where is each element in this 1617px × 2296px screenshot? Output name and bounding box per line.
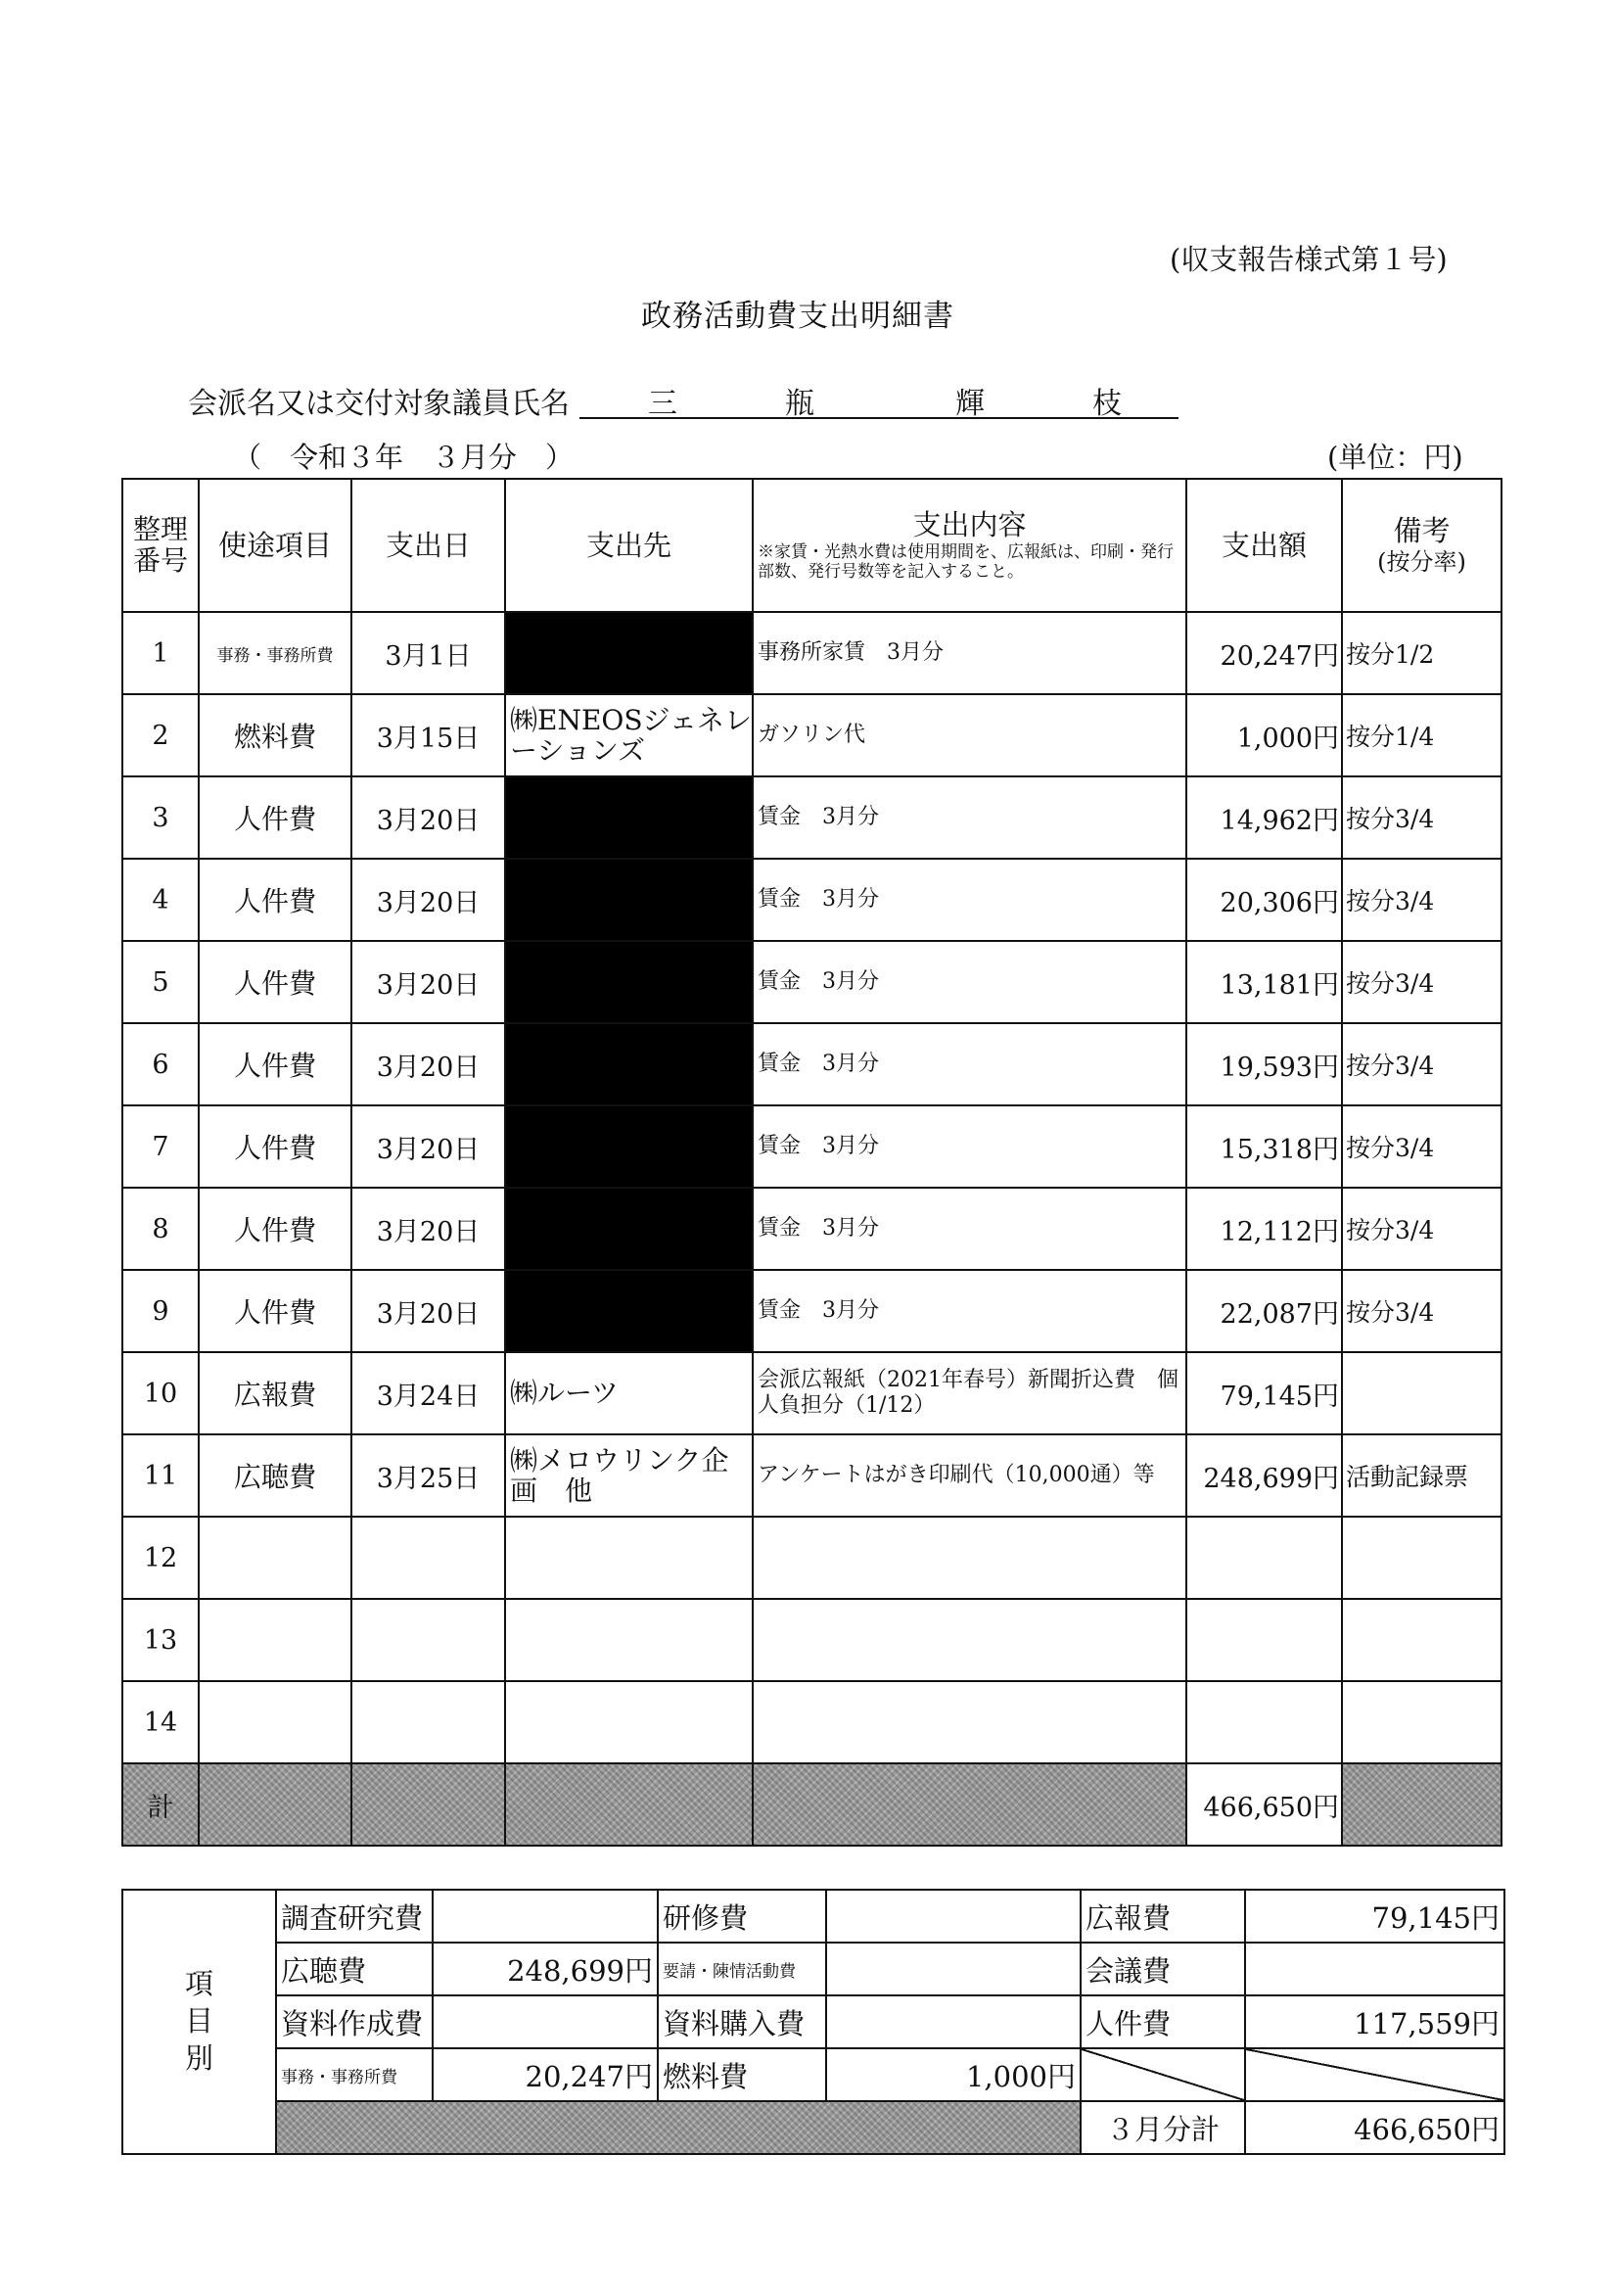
row-date: 3月20日 (351, 859, 505, 941)
row-amount: 13,181円 (1186, 941, 1342, 1023)
summary-materials-purchase-value (826, 1995, 1081, 2048)
row-item: 人件費 (199, 859, 351, 941)
row-date (351, 1517, 505, 1599)
summary-petition-label: 要請・陳情活動費 (658, 1943, 826, 1995)
row-description: 賃金 3月分 (753, 1188, 1186, 1270)
row-amount: 79,145円 (1186, 1352, 1342, 1434)
row-payee: ㈱ENEOSジェネレーションズ (505, 694, 753, 776)
member-name-char: 瓶 (785, 387, 814, 421)
table-row (122, 1434, 1502, 1517)
row-description: ガソリン代 (753, 694, 1186, 776)
header-description (753, 479, 1186, 612)
row-number: 1 (122, 612, 199, 694)
row-note (1342, 1352, 1502, 1434)
summary-research-value (433, 1890, 658, 1943)
row-payee (505, 1599, 753, 1681)
row-description: 賃金 3月分 (753, 941, 1186, 1023)
member-name-char: 三 (648, 387, 677, 421)
row-amount: 14,962円 (1186, 776, 1342, 859)
row-number: 11 (122, 1434, 199, 1517)
row-note: 按分3/4 (1342, 776, 1502, 859)
row-number: 2 (122, 694, 199, 776)
row-amount: 248,699円 (1186, 1434, 1342, 1517)
row-date: 3月1日 (351, 612, 505, 694)
header-payee: 支出先 (505, 479, 753, 612)
row-note: 按分1/4 (1342, 694, 1502, 776)
row-description: 賃金 3月分 (753, 776, 1186, 859)
row-item: 広報費 (199, 1352, 351, 1434)
member-name-line (188, 379, 1186, 422)
table-row (122, 1352, 1502, 1434)
row-item: 事務・事務所費 (199, 612, 351, 694)
total-amount: 466,650円 (1186, 1763, 1342, 1846)
row-number: 14 (122, 1681, 199, 1763)
summary-office-value: 20,247円 (433, 2048, 658, 2101)
row-number: 8 (122, 1188, 199, 1270)
summary-training-label: 研修費 (658, 1890, 826, 1943)
diagonal-void-cell (1245, 2048, 1504, 2101)
name-underline (579, 417, 1178, 419)
row-amount: 12,112円 (1186, 1188, 1342, 1270)
table-row (122, 859, 1502, 941)
summary-research-label: 調査研究費 (276, 1890, 433, 1943)
row-date: 3月24日 (351, 1352, 505, 1434)
table-row (122, 1270, 1502, 1352)
row-date: 3月20日 (351, 941, 505, 1023)
row-item: 広聴費 (199, 1434, 351, 1517)
row-note: 按分3/4 (1342, 1023, 1502, 1105)
table-row (122, 1105, 1502, 1188)
table-row (122, 1681, 1502, 1763)
row-description: 事務所家賃 3月分 (753, 612, 1186, 694)
row-amount (1186, 1681, 1342, 1763)
row-number: 9 (122, 1270, 199, 1352)
row-date: 3月20日 (351, 1188, 505, 1270)
row-payee-redacted (505, 612, 753, 694)
row-item: 人件費 (199, 941, 351, 1023)
total-row (122, 1763, 1502, 1846)
summary-office-label: 事務・事務所費 (276, 2048, 433, 2101)
table-row (122, 776, 1502, 859)
row-date: 3月25日 (351, 1434, 505, 1517)
total-label: 計 (122, 1763, 199, 1846)
table-row (122, 694, 1502, 776)
table-row (122, 1023, 1502, 1105)
row-note: 按分1/2 (1342, 612, 1502, 694)
table-row (122, 941, 1502, 1023)
shaded-cell (351, 1763, 505, 1846)
row-payee-redacted (505, 1270, 753, 1352)
row-description: 会派広報紙（2021年春号）新聞折込費 個人負担分（1/12） (753, 1352, 1186, 1434)
header-description-title: 支出内容 (912, 508, 1027, 542)
row-payee-redacted (505, 1105, 753, 1188)
header-item: 使途項目 (199, 479, 351, 612)
row-date (351, 1599, 505, 1681)
row-item: 人件費 (199, 1188, 351, 1270)
row-date: 3月20日 (351, 1023, 505, 1105)
row-item: 人件費 (199, 1105, 351, 1188)
row-description: 賃金 3月分 (753, 1270, 1186, 1352)
row-description (753, 1681, 1186, 1763)
row-number: 6 (122, 1023, 199, 1105)
header-note-sub: (按分率) (1377, 548, 1466, 576)
summary-meeting-label: 会議費 (1081, 1943, 1245, 1995)
summary-materials-prep-label: 資料作成費 (276, 1995, 433, 2048)
shaded-cell (1342, 1763, 1502, 1846)
summary-training-value (826, 1890, 1081, 1943)
diagonal-void-cell (1081, 2048, 1245, 2101)
summary-meeting-value (1245, 1943, 1504, 1995)
row-description: アンケートはがき印刷代（10,000通）等 (753, 1434, 1186, 1517)
table-row (122, 1188, 1502, 1270)
expenditure-table (121, 478, 1502, 1847)
row-note: 活動記録票 (1342, 1434, 1502, 1517)
summary-materials-purchase-label: 資料購入費 (658, 1995, 826, 2048)
category-summary-table (121, 1889, 1505, 2155)
table-row (122, 612, 1502, 694)
row-description: 賃金 3月分 (753, 1105, 1186, 1188)
header-amount: 支出額 (1186, 479, 1342, 612)
shaded-cell (276, 2101, 1081, 2154)
shaded-cell (753, 1763, 1186, 1846)
row-note: 按分3/4 (1342, 1105, 1502, 1188)
row-note (1342, 1599, 1502, 1681)
summary-materials-prep-value (433, 1995, 658, 2048)
table-row (122, 1599, 1502, 1681)
row-payee: ㈱メロウリンク企画 他 (505, 1434, 753, 1517)
report-period: （ 令和３年 ３月分 ） (233, 441, 575, 474)
row-item: 人件費 (199, 776, 351, 859)
row-amount: 1,000円 (1186, 694, 1342, 776)
row-date: 3月20日 (351, 1270, 505, 1352)
row-number: 4 (122, 859, 199, 941)
row-item: 人件費 (199, 1023, 351, 1105)
row-note: 按分3/4 (1342, 1270, 1502, 1352)
member-name-label: 会派名又は交付対象議員氏名 (188, 387, 570, 421)
row-number: 13 (122, 1599, 199, 1681)
row-payee-redacted (505, 776, 753, 859)
summary-personnel-value: 117,559円 (1245, 1995, 1504, 2048)
summary-pr-label: 広報費 (1081, 1890, 1245, 1943)
row-amount: 20,306円 (1186, 859, 1342, 941)
summary-personnel-label: 人件費 (1081, 1995, 1245, 2048)
row-date: 3月15日 (351, 694, 505, 776)
row-item: 人件費 (199, 1270, 351, 1352)
header-note-title: 備考 (1393, 514, 1451, 548)
summary-fuel-label: 燃料費 (658, 2048, 826, 2101)
summary-fuel-value: 1,000円 (826, 2048, 1081, 2101)
header-date: 支出日 (351, 479, 505, 612)
row-number: 12 (122, 1517, 199, 1599)
month-total-value: 466,650円 (1245, 2101, 1504, 2154)
row-number: 10 (122, 1352, 199, 1434)
table-header-row (122, 479, 1502, 612)
summary-petition-value (826, 1943, 1081, 1995)
month-total-label: ３月分計 (1081, 2101, 1245, 2154)
row-amount: 20,247円 (1186, 612, 1342, 694)
row-note (1342, 1681, 1502, 1763)
row-date: 3月20日 (351, 1105, 505, 1188)
row-payee-redacted (505, 1023, 753, 1105)
row-number: 7 (122, 1105, 199, 1188)
row-payee: ㈱ルーツ (505, 1352, 753, 1434)
row-payee-redacted (505, 941, 753, 1023)
document-title: 政務活動費支出明細書 (641, 299, 954, 334)
header-description-note: ※家賃・光熱水費は使用期間を、広報紙は、印刷・発行部数、発行号数等を記入すること。 (758, 542, 1174, 583)
row-payee-redacted (505, 1188, 753, 1270)
row-note (1342, 1517, 1502, 1599)
row-item (199, 1681, 351, 1763)
row-note: 按分3/4 (1342, 941, 1502, 1023)
row-payee (505, 1681, 753, 1763)
row-note: 按分3/4 (1342, 1188, 1502, 1270)
currency-unit: (単位：円) (1327, 441, 1463, 474)
summary-hearing-label: 広聴費 (276, 1943, 433, 1995)
row-payee (505, 1517, 753, 1599)
row-date: 3月20日 (351, 776, 505, 859)
summary-label: 項目別 (122, 1890, 276, 2154)
shaded-cell (505, 1763, 753, 1846)
table-row (122, 1517, 1502, 1599)
row-amount: 15,318円 (1186, 1105, 1342, 1188)
summary-hearing-value: 248,699円 (433, 1943, 658, 1995)
row-number: 5 (122, 941, 199, 1023)
member-name-char: 枝 (1092, 387, 1122, 421)
row-item (199, 1517, 351, 1599)
header-note (1342, 479, 1502, 612)
shaded-cell (199, 1763, 351, 1846)
member-name-char: 輝 (955, 387, 985, 421)
row-amount (1186, 1517, 1342, 1599)
row-amount (1186, 1599, 1342, 1681)
row-item (199, 1599, 351, 1681)
row-note: 按分3/4 (1342, 859, 1502, 941)
row-payee-redacted (505, 859, 753, 941)
row-description: 賃金 3月分 (753, 1023, 1186, 1105)
row-date (351, 1681, 505, 1763)
row-description (753, 1599, 1186, 1681)
row-description (753, 1517, 1186, 1599)
row-description: 賃金 3月分 (753, 859, 1186, 941)
row-amount: 19,593円 (1186, 1023, 1342, 1105)
header-no: 整理番号 (122, 479, 199, 612)
row-number: 3 (122, 776, 199, 859)
form-number: (収支報告様式第１号) (1170, 243, 1448, 276)
row-amount: 22,087円 (1186, 1270, 1342, 1352)
summary-pr-value: 79,145円 (1245, 1890, 1504, 1943)
row-item: 燃料費 (199, 694, 351, 776)
